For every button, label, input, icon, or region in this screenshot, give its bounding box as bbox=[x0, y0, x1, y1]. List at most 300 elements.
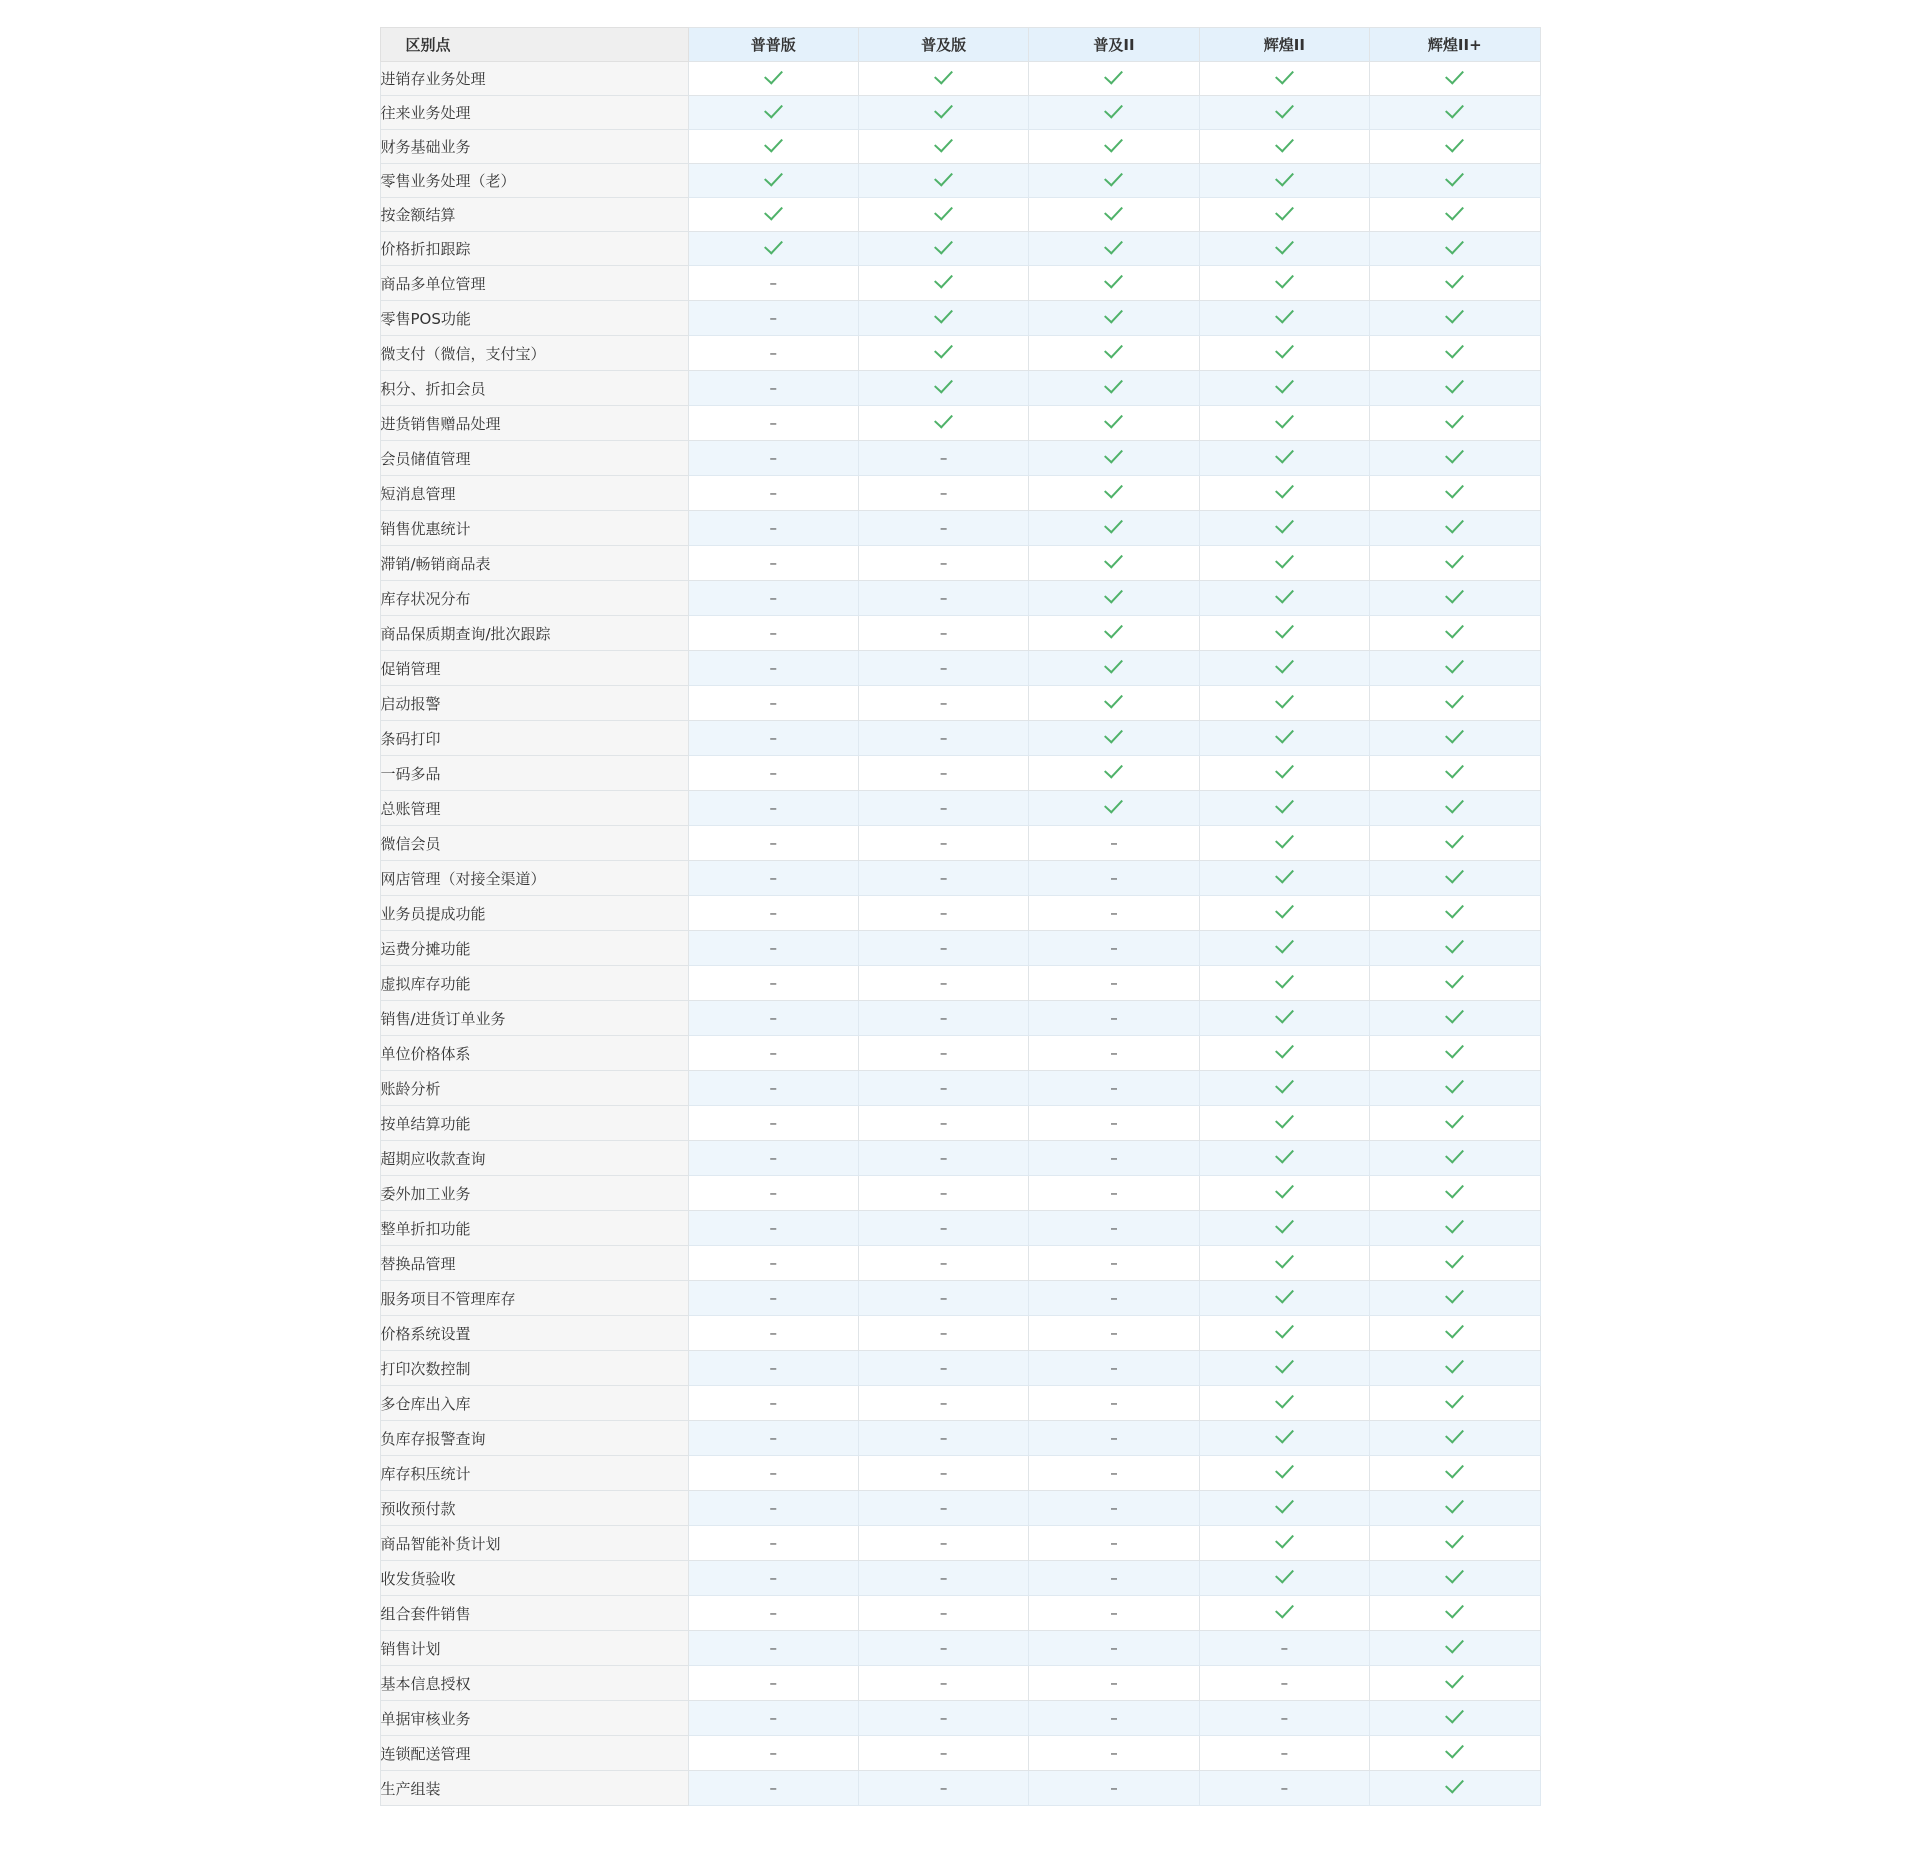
support-cell bbox=[858, 826, 1028, 861]
support-cell bbox=[688, 406, 858, 441]
support-cell bbox=[858, 546, 1028, 581]
table-row bbox=[380, 1736, 1540, 1771]
support-cell bbox=[688, 896, 858, 931]
dash-icon: – bbox=[769, 1184, 777, 1202]
support-cell bbox=[1029, 686, 1199, 721]
table-row bbox=[380, 1036, 1540, 1071]
support-cell bbox=[1370, 198, 1540, 232]
dash-icon: – bbox=[939, 1569, 948, 1587]
feature-name-cell: 进销存业务处理 bbox=[380, 62, 688, 96]
support-cell bbox=[1029, 232, 1199, 266]
support-cell bbox=[1029, 198, 1199, 232]
check-icon bbox=[764, 235, 783, 254]
support-cell bbox=[688, 371, 858, 406]
support-cell bbox=[1199, 1351, 1369, 1386]
dash-icon: – bbox=[939, 1289, 948, 1307]
support-cell bbox=[688, 931, 858, 966]
table-row bbox=[380, 1211, 1540, 1246]
check-icon bbox=[934, 374, 953, 393]
check-icon bbox=[934, 304, 953, 323]
support-cell bbox=[688, 756, 858, 791]
dash-icon: – bbox=[939, 449, 948, 467]
check-icon bbox=[1445, 1109, 1464, 1128]
feature-name-cell: 负库存报警查询 bbox=[380, 1421, 688, 1456]
support-cell bbox=[1370, 1736, 1540, 1771]
feature-name-cell: 促销管理 bbox=[380, 651, 688, 686]
dash-icon: – bbox=[769, 1254, 777, 1272]
support-cell bbox=[1370, 96, 1540, 130]
table-row bbox=[380, 1106, 1540, 1141]
support-cell bbox=[858, 1386, 1028, 1421]
check-icon bbox=[934, 99, 953, 118]
check-icon bbox=[1105, 409, 1124, 428]
check-icon bbox=[1445, 1774, 1464, 1793]
support-cell bbox=[1199, 301, 1369, 336]
check-icon bbox=[764, 133, 783, 152]
feature-name-cell: 价格折扣跟踪 bbox=[380, 232, 688, 266]
check-icon bbox=[1275, 479, 1294, 498]
support-cell bbox=[858, 1456, 1028, 1491]
check-icon bbox=[1105, 759, 1124, 778]
table-row bbox=[380, 791, 1540, 826]
dash-icon: – bbox=[1110, 1499, 1118, 1517]
support-cell bbox=[1029, 1246, 1199, 1281]
support-cell bbox=[1370, 686, 1540, 721]
table-row bbox=[380, 301, 1540, 336]
dash-icon: – bbox=[939, 974, 948, 992]
support-cell bbox=[1029, 651, 1199, 686]
support-cell bbox=[858, 198, 1028, 232]
check-icon bbox=[1275, 444, 1294, 463]
dash-icon: – bbox=[769, 379, 777, 397]
support-cell bbox=[1199, 441, 1369, 476]
check-icon bbox=[1445, 794, 1464, 813]
support-cell bbox=[858, 371, 1028, 406]
check-icon bbox=[1445, 969, 1464, 988]
support-cell bbox=[688, 616, 858, 651]
dash-icon: – bbox=[769, 484, 777, 502]
check-icon bbox=[1445, 1494, 1464, 1513]
support-cell bbox=[1199, 826, 1369, 861]
table-row bbox=[380, 826, 1540, 861]
check-icon bbox=[1445, 1389, 1464, 1408]
support-cell bbox=[858, 301, 1028, 336]
support-cell bbox=[1199, 1316, 1369, 1351]
support-cell bbox=[1370, 1071, 1540, 1106]
feature-name-cell: 业务员提成功能 bbox=[380, 896, 688, 931]
check-icon bbox=[764, 167, 783, 186]
table-row bbox=[380, 1316, 1540, 1351]
feature-name-cell: 价格系统设置 bbox=[380, 1316, 688, 1351]
dash-icon: – bbox=[939, 1009, 948, 1027]
feature-comparison-table bbox=[380, 27, 1541, 1806]
dash-icon: – bbox=[769, 1324, 777, 1342]
support-cell bbox=[1370, 336, 1540, 371]
check-icon bbox=[1445, 479, 1464, 498]
support-cell bbox=[1199, 1596, 1369, 1631]
check-icon bbox=[1445, 1249, 1464, 1268]
support-cell bbox=[688, 1421, 858, 1456]
feature-name-cell: 商品智能补货计划 bbox=[380, 1526, 688, 1561]
dash-icon: – bbox=[769, 1394, 777, 1412]
support-cell bbox=[1199, 1001, 1369, 1036]
support-cell bbox=[688, 1351, 858, 1386]
check-icon bbox=[1445, 1564, 1464, 1583]
support-cell bbox=[858, 931, 1028, 966]
support-cell bbox=[1199, 721, 1369, 756]
support-cell bbox=[688, 721, 858, 756]
dash-icon: – bbox=[769, 1499, 777, 1517]
check-icon bbox=[1275, 1074, 1294, 1093]
check-icon bbox=[1275, 1599, 1294, 1618]
dash-icon: – bbox=[939, 1744, 948, 1762]
table-row bbox=[380, 1666, 1540, 1701]
support-cell bbox=[1199, 1456, 1369, 1491]
check-icon bbox=[1445, 619, 1464, 638]
support-cell bbox=[858, 1771, 1028, 1806]
check-icon bbox=[1105, 235, 1124, 254]
dash-icon: – bbox=[1110, 1779, 1118, 1797]
feature-name-cell: 生产组装 bbox=[380, 1771, 688, 1806]
support-cell bbox=[1199, 1211, 1369, 1246]
support-cell bbox=[1029, 1176, 1199, 1211]
dash-icon: – bbox=[769, 589, 777, 607]
support-cell bbox=[1029, 896, 1199, 931]
support-cell bbox=[688, 301, 858, 336]
feature-name-cell: 短消息管理 bbox=[380, 476, 688, 511]
check-icon bbox=[1105, 689, 1124, 708]
support-cell bbox=[1370, 581, 1540, 616]
dash-icon: – bbox=[769, 1709, 777, 1727]
table-row bbox=[380, 1281, 1540, 1316]
feature-name-cell: 整单折扣功能 bbox=[380, 1211, 688, 1246]
dash-icon: – bbox=[769, 1429, 777, 1447]
check-icon bbox=[764, 65, 783, 84]
support-cell bbox=[858, 1176, 1028, 1211]
check-icon bbox=[1445, 864, 1464, 883]
edition-header-3: 辉煌II bbox=[1199, 28, 1369, 62]
dash-icon: – bbox=[939, 1219, 948, 1237]
table-row bbox=[380, 546, 1540, 581]
support-cell bbox=[688, 511, 858, 546]
support-cell bbox=[1029, 511, 1199, 546]
check-icon bbox=[1105, 167, 1124, 186]
check-icon bbox=[1275, 65, 1294, 84]
check-icon bbox=[1445, 99, 1464, 118]
support-cell bbox=[1199, 164, 1369, 198]
dash-icon: – bbox=[939, 1604, 948, 1622]
dash-icon: – bbox=[769, 1639, 777, 1657]
dash-icon: – bbox=[769, 659, 777, 677]
support-cell bbox=[858, 1106, 1028, 1141]
table-row bbox=[380, 861, 1540, 896]
support-cell bbox=[688, 476, 858, 511]
support-cell bbox=[1370, 1001, 1540, 1036]
dash-icon: – bbox=[769, 1674, 777, 1692]
table-row bbox=[380, 1771, 1540, 1806]
table-header bbox=[380, 28, 1540, 62]
table-row bbox=[380, 1491, 1540, 1526]
support-cell bbox=[1370, 1631, 1540, 1666]
feature-name-cell: 一码多品 bbox=[380, 756, 688, 791]
dash-icon: – bbox=[939, 1149, 948, 1167]
dash-icon: – bbox=[1110, 1184, 1118, 1202]
check-icon bbox=[1445, 1424, 1464, 1443]
support-cell bbox=[1199, 1036, 1369, 1071]
support-cell bbox=[1199, 1701, 1369, 1736]
check-icon bbox=[1445, 1669, 1464, 1688]
table-row bbox=[380, 336, 1540, 371]
support-cell bbox=[1370, 1036, 1540, 1071]
support-cell bbox=[1199, 198, 1369, 232]
dash-icon: – bbox=[939, 1429, 948, 1447]
support-cell bbox=[858, 1421, 1028, 1456]
check-icon bbox=[1275, 235, 1294, 254]
support-cell bbox=[1199, 476, 1369, 511]
check-icon bbox=[1275, 339, 1294, 358]
support-cell bbox=[1370, 1456, 1540, 1491]
support-cell bbox=[688, 336, 858, 371]
support-cell bbox=[858, 1036, 1028, 1071]
feature-name-cell: 商品多单位管理 bbox=[380, 266, 688, 301]
support-cell bbox=[1370, 1316, 1540, 1351]
dash-icon: – bbox=[939, 589, 948, 607]
check-icon bbox=[1445, 1739, 1464, 1758]
check-icon bbox=[1445, 1284, 1464, 1303]
support-cell bbox=[858, 336, 1028, 371]
feature-name-cell: 积分、折扣会员 bbox=[380, 371, 688, 406]
support-cell bbox=[1199, 406, 1369, 441]
check-icon bbox=[1445, 759, 1464, 778]
support-cell bbox=[858, 1351, 1028, 1386]
support-cell bbox=[1029, 164, 1199, 198]
support-cell bbox=[688, 62, 858, 96]
check-icon bbox=[934, 65, 953, 84]
support-cell bbox=[1029, 62, 1199, 96]
support-cell bbox=[688, 198, 858, 232]
feature-name-cell: 打印次数控制 bbox=[380, 1351, 688, 1386]
table-row bbox=[380, 1596, 1540, 1631]
check-icon bbox=[764, 99, 783, 118]
feature-name-cell: 销售优惠统计 bbox=[380, 511, 688, 546]
support-cell bbox=[1029, 1001, 1199, 1036]
support-cell bbox=[1370, 756, 1540, 791]
feature-name-cell: 零售POS功能 bbox=[380, 301, 688, 336]
dash-icon: – bbox=[939, 1394, 948, 1412]
dash-icon: – bbox=[939, 1044, 948, 1062]
check-icon bbox=[1105, 65, 1124, 84]
support-cell bbox=[1370, 1421, 1540, 1456]
dash-icon: – bbox=[1110, 1429, 1118, 1447]
support-cell bbox=[1370, 476, 1540, 511]
table-row bbox=[380, 931, 1540, 966]
support-cell bbox=[1370, 266, 1540, 301]
check-icon bbox=[934, 409, 953, 428]
table-row bbox=[380, 651, 1540, 686]
feature-name-cell: 商品保质期查询/批次跟踪 bbox=[380, 616, 688, 651]
dash-icon: – bbox=[939, 1709, 948, 1727]
support-cell bbox=[858, 511, 1028, 546]
dash-icon: – bbox=[1110, 834, 1118, 852]
check-icon bbox=[1445, 934, 1464, 953]
support-cell bbox=[1029, 1666, 1199, 1701]
table-row bbox=[380, 1561, 1540, 1596]
support-cell bbox=[688, 1316, 858, 1351]
support-cell bbox=[688, 826, 858, 861]
support-cell bbox=[1029, 1036, 1199, 1071]
check-icon bbox=[1445, 133, 1464, 152]
support-cell bbox=[1029, 1281, 1199, 1316]
check-icon bbox=[934, 269, 953, 288]
support-cell bbox=[1199, 651, 1369, 686]
dash-icon: – bbox=[769, 1219, 777, 1237]
support-cell bbox=[1370, 371, 1540, 406]
dash-icon: – bbox=[939, 834, 948, 852]
support-cell bbox=[1199, 1526, 1369, 1561]
feature-name-cell: 替换品管理 bbox=[380, 1246, 688, 1281]
dash-icon: – bbox=[1110, 1534, 1118, 1552]
support-cell bbox=[1029, 1351, 1199, 1386]
dash-icon: – bbox=[1110, 1394, 1118, 1412]
support-cell bbox=[1199, 1141, 1369, 1176]
support-cell bbox=[1029, 96, 1199, 130]
support-cell bbox=[858, 266, 1028, 301]
table-row bbox=[380, 756, 1540, 791]
support-cell bbox=[858, 1316, 1028, 1351]
table-row bbox=[380, 1351, 1540, 1386]
check-icon bbox=[1275, 514, 1294, 533]
check-icon bbox=[1275, 794, 1294, 813]
dash-icon: – bbox=[1280, 1779, 1289, 1797]
support-cell bbox=[858, 581, 1028, 616]
check-icon bbox=[1275, 99, 1294, 118]
support-cell bbox=[858, 1281, 1028, 1316]
check-icon bbox=[1445, 1354, 1464, 1373]
feature-name-cell: 组合套件销售 bbox=[380, 1596, 688, 1631]
feature-name-cell: 启动报警 bbox=[380, 686, 688, 721]
support-cell bbox=[1370, 931, 1540, 966]
dash-icon: – bbox=[769, 1079, 777, 1097]
feature-name-cell: 微信会员 bbox=[380, 826, 688, 861]
dash-icon: – bbox=[1110, 1464, 1118, 1482]
support-cell bbox=[1370, 441, 1540, 476]
dash-icon: – bbox=[939, 1499, 948, 1517]
support-cell bbox=[1199, 1561, 1369, 1596]
support-cell bbox=[1029, 616, 1199, 651]
dash-icon: – bbox=[769, 764, 777, 782]
support-cell bbox=[1199, 546, 1369, 581]
support-cell bbox=[1199, 336, 1369, 371]
support-cell bbox=[688, 1386, 858, 1421]
check-icon bbox=[1445, 514, 1464, 533]
feature-name-cell: 会员储值管理 bbox=[380, 441, 688, 476]
feature-name-cell: 运费分摊功能 bbox=[380, 931, 688, 966]
check-icon bbox=[1105, 724, 1124, 743]
feature-name-cell: 零售业务处理（老） bbox=[380, 164, 688, 198]
check-icon bbox=[1275, 374, 1294, 393]
check-icon bbox=[1275, 1354, 1294, 1373]
dash-icon: – bbox=[769, 554, 777, 572]
support-cell bbox=[1199, 896, 1369, 931]
dash-icon: – bbox=[1110, 974, 1118, 992]
support-cell bbox=[1370, 861, 1540, 896]
support-cell bbox=[1029, 1106, 1199, 1141]
support-cell bbox=[1199, 1666, 1369, 1701]
check-icon bbox=[1275, 1319, 1294, 1338]
check-icon bbox=[1275, 201, 1294, 220]
support-cell bbox=[688, 1176, 858, 1211]
check-icon bbox=[1445, 269, 1464, 288]
check-icon bbox=[1445, 689, 1464, 708]
support-cell bbox=[858, 616, 1028, 651]
check-icon bbox=[1275, 133, 1294, 152]
feature-name-cell: 按单结算功能 bbox=[380, 1106, 688, 1141]
check-icon bbox=[1445, 374, 1464, 393]
support-cell bbox=[1199, 62, 1369, 96]
dash-icon: – bbox=[939, 1079, 948, 1097]
support-cell bbox=[1029, 266, 1199, 301]
support-cell bbox=[858, 756, 1028, 791]
check-icon bbox=[1275, 654, 1294, 673]
dash-icon: – bbox=[769, 1604, 777, 1622]
table-row bbox=[380, 130, 1540, 164]
check-icon bbox=[1275, 864, 1294, 883]
support-cell bbox=[1370, 721, 1540, 756]
support-cell bbox=[1370, 1351, 1540, 1386]
dash-icon: – bbox=[1280, 1744, 1289, 1762]
support-cell bbox=[1370, 791, 1540, 826]
edition-header-4: 辉煌II+ bbox=[1370, 28, 1540, 62]
support-cell bbox=[1029, 441, 1199, 476]
dash-icon: – bbox=[769, 1359, 777, 1377]
check-icon bbox=[1275, 899, 1294, 918]
dash-icon: – bbox=[939, 904, 948, 922]
dash-icon: – bbox=[769, 1289, 777, 1307]
check-icon bbox=[1445, 549, 1464, 568]
support-cell bbox=[858, 1526, 1028, 1561]
feature-name-cell: 销售计划 bbox=[380, 1631, 688, 1666]
dash-icon: – bbox=[1110, 1604, 1118, 1622]
feature-name-cell: 虚拟库存功能 bbox=[380, 966, 688, 1001]
dash-icon: – bbox=[769, 869, 777, 887]
check-icon bbox=[1275, 1039, 1294, 1058]
support-cell bbox=[858, 164, 1028, 198]
check-icon bbox=[1105, 619, 1124, 638]
support-cell bbox=[858, 686, 1028, 721]
support-cell bbox=[688, 1141, 858, 1176]
support-cell bbox=[1029, 1701, 1199, 1736]
support-cell bbox=[1370, 1176, 1540, 1211]
check-icon bbox=[1275, 829, 1294, 848]
support-cell bbox=[1370, 1666, 1540, 1701]
check-icon bbox=[1445, 1074, 1464, 1093]
support-cell bbox=[1029, 1386, 1199, 1421]
check-icon bbox=[1275, 1494, 1294, 1513]
dash-icon: – bbox=[939, 624, 948, 642]
dash-icon: – bbox=[939, 764, 948, 782]
edition-header-2: 普及II bbox=[1029, 28, 1199, 62]
feature-name-cell: 连锁配送管理 bbox=[380, 1736, 688, 1771]
check-icon bbox=[1275, 619, 1294, 638]
dash-icon: – bbox=[769, 414, 777, 432]
support-cell bbox=[688, 1596, 858, 1631]
support-cell bbox=[1199, 1491, 1369, 1526]
support-cell bbox=[858, 1246, 1028, 1281]
dash-icon: – bbox=[1110, 1359, 1118, 1377]
check-icon bbox=[1275, 759, 1294, 778]
support-cell bbox=[1370, 62, 1540, 96]
table-row bbox=[380, 896, 1540, 931]
